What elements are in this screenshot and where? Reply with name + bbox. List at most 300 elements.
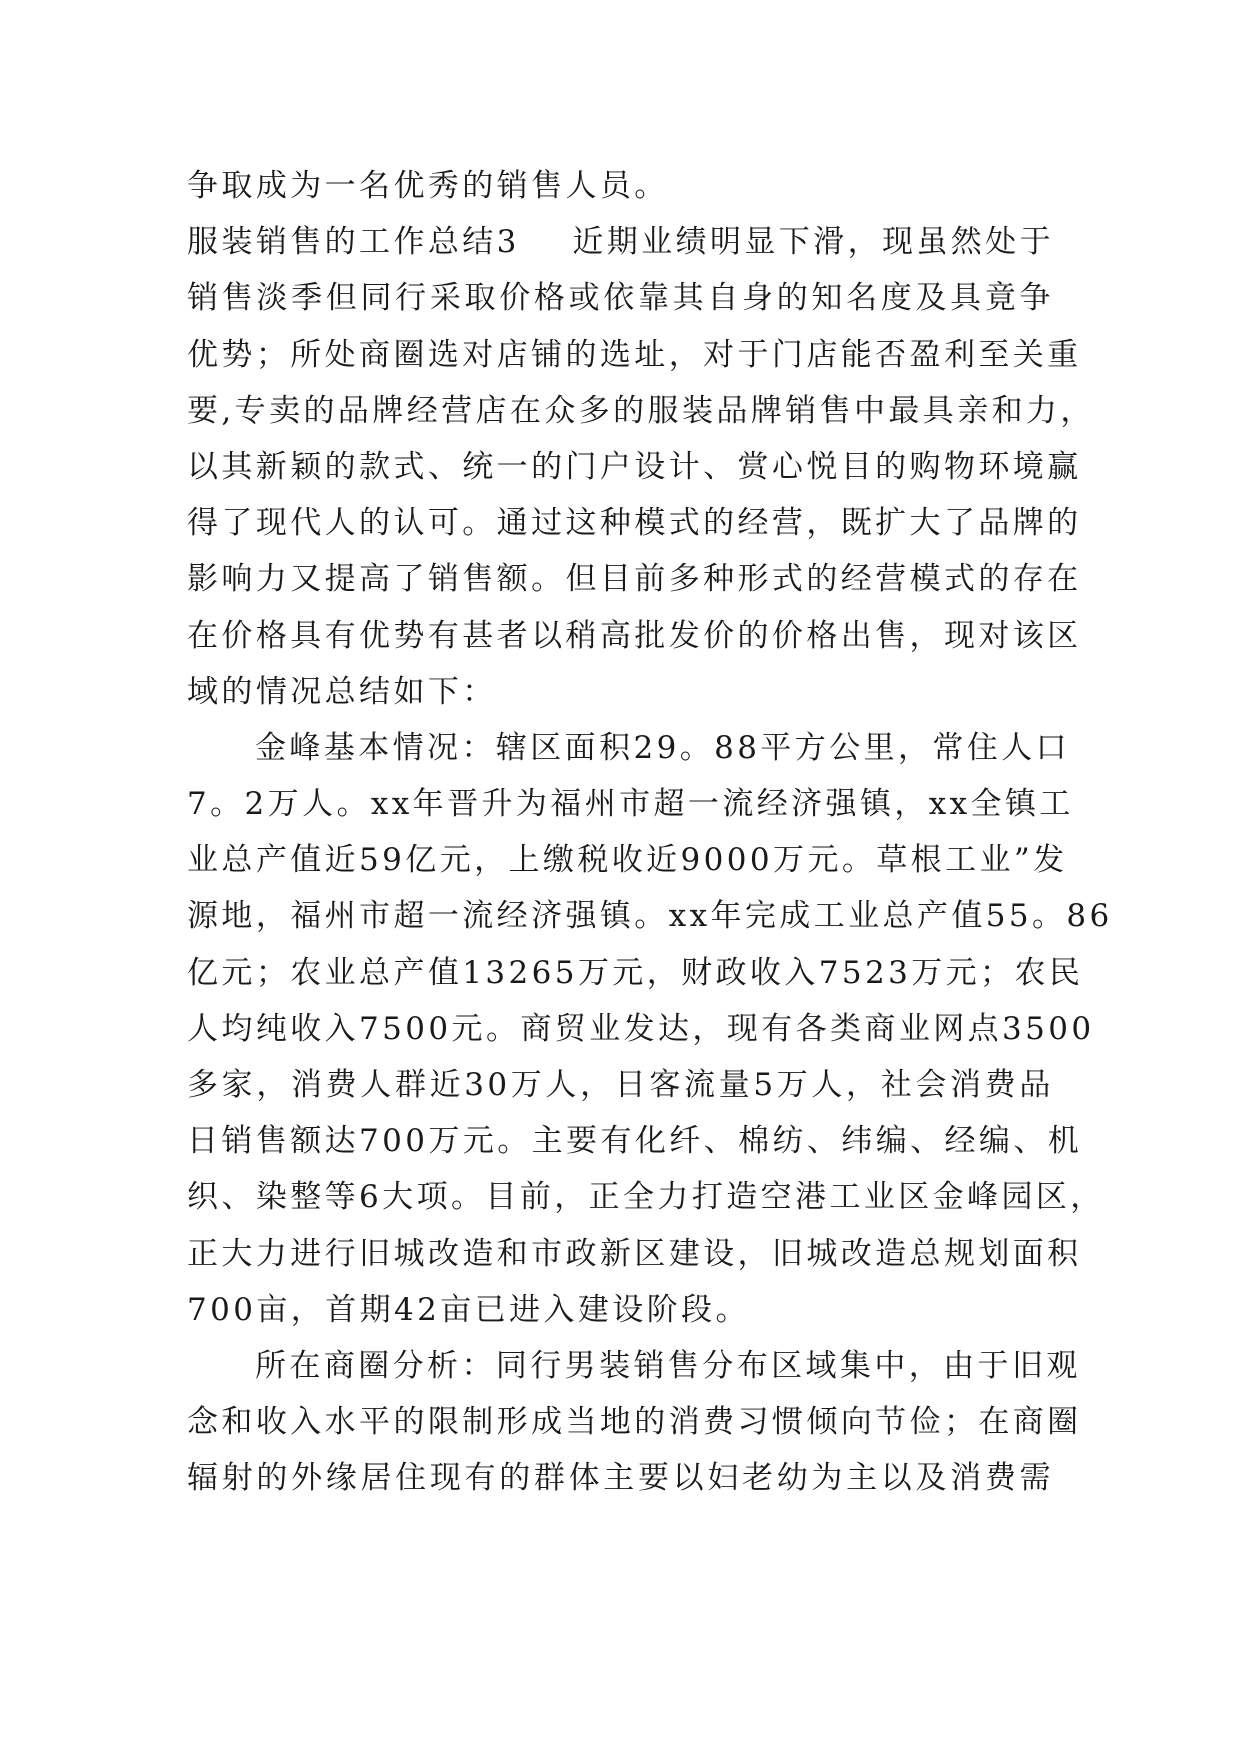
glyph: 强 — [825, 786, 860, 823]
glyph: 峰 — [289, 729, 324, 766]
text-line — [187, 1282, 1054, 1338]
text-line — [187, 832, 1068, 888]
glyph: 人 — [324, 505, 360, 542]
glyph: 年 — [412, 786, 448, 823]
glyph: 市 — [359, 898, 394, 935]
text-line — [187, 439, 1082, 495]
glyph: ， — [847, 224, 882, 261]
glyph: 销 — [255, 224, 291, 261]
glyph: , — [221, 392, 235, 429]
glyph: 的 — [256, 1460, 291, 1497]
glyph: 改 — [427, 1235, 463, 1272]
glyph: 人 — [811, 1067, 846, 1103]
glyph: 流 — [462, 898, 497, 935]
glyph: 业 — [979, 842, 1014, 879]
glyph: 9000 — [680, 842, 774, 879]
glyph: 大 — [909, 505, 944, 542]
glyph: 外 — [291, 1460, 326, 1497]
glyph: 期 — [606, 224, 642, 261]
glyph: 处 — [985, 224, 1020, 261]
glyph: 有 — [427, 617, 463, 654]
glyph: 人 — [187, 1010, 222, 1047]
glyph: 前 — [634, 561, 669, 598]
glyph: 万 — [510, 1067, 546, 1103]
glyph: 结 — [462, 224, 497, 261]
glyph: 显 — [744, 224, 779, 261]
glyph: 念 — [187, 1404, 222, 1441]
glyph: 这 — [565, 505, 600, 542]
glyph: 积 — [1047, 1235, 1082, 1272]
glyph: 成 — [779, 898, 814, 935]
glyph: 群 — [533, 1460, 569, 1497]
glyph: 秀 — [427, 168, 463, 204]
glyph: ， — [1060, 392, 1095, 429]
glyph: 铺 — [531, 336, 566, 373]
glyph: 现 — [881, 224, 917, 261]
glyph: ； — [255, 954, 291, 991]
glyph: 于 — [737, 336, 772, 373]
glyph: 30 — [464, 1067, 511, 1103]
glyph: 和 — [221, 1404, 256, 1441]
glyph: 格 — [806, 617, 841, 654]
glyph: 需 — [1019, 1460, 1054, 1497]
glyph: 品 — [978, 505, 1013, 542]
glyph: 计 — [668, 448, 704, 485]
glyph: 赢 — [1047, 448, 1082, 485]
glyph: 店 — [496, 336, 532, 373]
glyph: 发 — [623, 1010, 658, 1047]
glyph: ， — [909, 617, 944, 654]
glyph: 目 — [485, 1179, 520, 1216]
glyph: 万 — [577, 954, 613, 991]
glyph: 销 — [633, 1347, 668, 1384]
glyph: 大 — [221, 1235, 256, 1272]
glyph: 。 — [634, 168, 669, 204]
glyph: 商 — [1012, 1404, 1048, 1441]
glyph: 户 — [599, 448, 635, 485]
glyph: 物 — [943, 448, 979, 485]
glyph: 力 — [1026, 392, 1061, 429]
glyph: 销 — [785, 392, 820, 429]
glyph: 公 — [829, 729, 864, 766]
glyph: 元 — [462, 1123, 498, 1160]
glyph: 情 — [392, 729, 428, 766]
document-body — [187, 158, 1113, 1507]
glyph: 税 — [577, 842, 612, 879]
glyph: 工 — [829, 1179, 864, 1216]
glyph: 销 — [187, 280, 222, 317]
glyph: 对 — [978, 617, 1013, 654]
glyph: 编 — [978, 1123, 1014, 1160]
glyph: 模 — [634, 505, 669, 542]
glyph: 式 — [668, 505, 704, 542]
glyph: 自 — [707, 280, 742, 317]
glyph: 完 — [744, 898, 780, 935]
glyph: 选 — [427, 336, 463, 373]
glyph: 既 — [840, 505, 876, 542]
glyph: 取 — [221, 168, 256, 204]
glyph: 港 — [795, 1179, 830, 1216]
glyph: 绩 — [675, 224, 710, 261]
glyph: 区 — [898, 1179, 933, 1216]
glyph: 稍 — [565, 617, 600, 654]
glyph: 众 — [544, 392, 579, 429]
glyph: 人 — [565, 168, 600, 204]
glyph: 境 — [1012, 448, 1048, 485]
glyph: 济 — [531, 898, 566, 935]
glyph: 可 — [427, 505, 463, 542]
glyph: 高 — [599, 617, 635, 654]
glyph: 元 — [807, 842, 842, 879]
glyph: 以 — [531, 617, 566, 654]
glyph: 区 — [771, 1347, 806, 1384]
glyph: 该 — [1012, 617, 1048, 654]
glyph: 销 — [427, 561, 463, 598]
glyph: 各 — [795, 1010, 830, 1047]
glyph: 业 — [589, 1010, 624, 1047]
glyph: xx — [928, 786, 971, 823]
glyph: 旧 — [359, 1235, 394, 1272]
glyph: ， — [255, 898, 291, 935]
glyph: 一 — [687, 786, 723, 823]
glyph: 多 — [187, 1067, 222, 1103]
glyph: xx — [668, 898, 711, 935]
glyph: 行 — [324, 1235, 360, 1272]
glyph: 品 — [1019, 1067, 1054, 1103]
glyph: 已 — [474, 1291, 510, 1328]
glyph: 优 — [187, 336, 222, 373]
glyph: ， — [474, 842, 509, 879]
glyph: 主 — [846, 1460, 881, 1497]
glyph: 装 — [221, 224, 256, 261]
glyph: 经 — [840, 561, 876, 598]
text-line — [187, 327, 1082, 383]
glyph: 为 — [290, 168, 325, 204]
glyph: 额 — [496, 561, 532, 598]
glyph: 元 — [451, 1010, 486, 1047]
glyph: 同 — [495, 1347, 531, 1384]
glyph: 装 — [681, 392, 717, 429]
glyph: 平 — [760, 729, 795, 766]
glyph: 42 — [394, 1291, 441, 1328]
glyph: 空 — [760, 1179, 796, 1216]
glyph: 福 — [550, 786, 585, 823]
glyph: 费 — [984, 1067, 1020, 1103]
glyph: 体 — [568, 1460, 603, 1497]
glyph: 工 — [1039, 786, 1074, 823]
glyph: 城 — [806, 1235, 841, 1272]
glyph: 地 — [599, 1404, 635, 1441]
glyph: 售 — [255, 1123, 291, 1160]
glyph: 式 — [943, 561, 979, 598]
glyph: 式 — [771, 561, 807, 598]
glyph: 区 — [634, 1235, 669, 1272]
glyph: 业 — [187, 842, 222, 879]
glyph: 所 — [255, 1347, 290, 1384]
glyph: 名 — [846, 280, 881, 317]
glyph: 模 — [909, 561, 944, 598]
glyph: 总 — [221, 842, 256, 879]
glyph: 期 — [359, 1291, 394, 1328]
glyph: 元 — [439, 842, 475, 879]
glyph: 市 — [531, 1235, 566, 1272]
glyph: 成 — [531, 1404, 566, 1441]
glyph: 染 — [255, 1179, 291, 1216]
glyph: 造 — [726, 1179, 761, 1216]
glyph: 近 — [429, 1067, 464, 1103]
glyph: 万 — [428, 1123, 463, 1160]
glyph: 近 — [646, 842, 681, 879]
glyph: 收 — [611, 842, 647, 879]
glyph: 总 — [882, 898, 917, 935]
glyph: 式 — [393, 448, 428, 485]
glyph: 响 — [221, 561, 256, 598]
glyph: 新 — [255, 448, 291, 485]
glyph: 88 — [714, 729, 761, 766]
glyph: ， — [898, 729, 933, 766]
glyph: 业 — [324, 954, 360, 991]
glyph: 平 — [359, 1404, 394, 1441]
glyph: ， — [256, 1067, 291, 1103]
glyph: 赏 — [737, 448, 772, 485]
glyph: 代 — [290, 505, 325, 542]
glyph: 格 — [533, 280, 569, 317]
glyph: 元 — [945, 954, 981, 991]
text-line — [187, 945, 1084, 1001]
glyph: 费 — [703, 1404, 738, 1441]
glyph: 由 — [943, 1347, 978, 1384]
glyph: 发 — [668, 617, 704, 654]
glyph: 影 — [187, 561, 222, 598]
glyph: 总 — [359, 954, 394, 991]
glyph: 的 — [875, 448, 910, 485]
glyph: 的 — [221, 673, 256, 710]
glyph: 社 — [880, 1067, 916, 1103]
glyph: 入 — [784, 954, 819, 991]
glyph: 价 — [221, 617, 256, 654]
glyph: 分 — [392, 1347, 428, 1384]
glyph: 为 — [811, 1460, 846, 1497]
glyph: 会 — [915, 1067, 950, 1103]
glyph: 然 — [950, 224, 986, 261]
glyph: 亿 — [187, 954, 222, 991]
glyph: 业 — [848, 898, 883, 935]
glyph: 限 — [427, 1404, 463, 1441]
glyph: 析 — [427, 1347, 462, 1384]
glyph: 业 — [863, 1179, 899, 1216]
glyph: 规 — [943, 1235, 979, 1272]
glyph: 认 — [393, 505, 428, 542]
glyph: 心 — [771, 448, 807, 485]
glyph: 居 — [360, 1460, 395, 1497]
glyph: 金 — [932, 1179, 968, 1216]
glyph: ； — [943, 1404, 979, 1441]
glyph: 辐 — [187, 1460, 222, 1497]
glyph: 农 — [1014, 954, 1049, 991]
glyph: 升 — [481, 786, 516, 823]
glyph: 向 — [840, 1404, 876, 1441]
glyph: 其 — [221, 448, 256, 485]
glyph: 市 — [619, 786, 654, 823]
glyph: 总 — [427, 224, 463, 261]
glyph: 甚 — [462, 617, 497, 654]
glyph — [546, 214, 572, 270]
glyph: 滑 — [813, 224, 848, 261]
glyph: 有 — [324, 617, 360, 654]
glyph: 要 — [187, 392, 222, 429]
glyph: 习 — [737, 1404, 772, 1441]
glyph: 经 — [406, 392, 442, 429]
glyph: 的 — [776, 280, 812, 317]
glyph: 节 — [875, 1404, 910, 1441]
glyph: 于 — [977, 1347, 1012, 1384]
glyph: 人 — [302, 786, 337, 823]
glyph: ： — [461, 729, 496, 766]
glyph: 段 — [681, 1291, 716, 1328]
glyph: 颖 — [290, 448, 325, 485]
glyph: 力 — [255, 561, 291, 598]
glyph: ， — [646, 954, 682, 991]
glyph: 幼 — [776, 1460, 812, 1497]
glyph: 上 — [508, 842, 543, 879]
glyph: 提 — [324, 561, 360, 598]
glyph: ， — [692, 1010, 727, 1047]
glyph: 万 — [267, 786, 303, 823]
glyph: 费 — [984, 1460, 1020, 1497]
glyph: 流 — [684, 1067, 719, 1103]
glyph: 常 — [932, 729, 967, 766]
glyph: 7 — [187, 786, 211, 823]
glyph: 的 — [531, 448, 566, 485]
glyph: 超 — [653, 786, 688, 823]
glyph: 域 — [805, 1347, 840, 1384]
glyph: 镇 — [599, 898, 635, 935]
glyph: ， — [580, 1067, 615, 1103]
glyph: 设 — [612, 1291, 647, 1328]
glyph: 日 — [614, 1067, 650, 1103]
glyph: 的 — [303, 392, 338, 429]
glyph: 亩 — [440, 1291, 475, 1328]
glyph: 入 — [543, 1291, 578, 1328]
glyph: 量 — [718, 1067, 754, 1103]
glyph: 的 — [613, 392, 648, 429]
glyph: 经 — [756, 786, 792, 823]
glyph: 造 — [875, 1235, 910, 1272]
glyph: 售 — [462, 561, 497, 598]
glyph: 一 — [427, 898, 463, 935]
glyph: 悦 — [806, 448, 841, 485]
glyph: 目 — [840, 448, 876, 485]
glyph: 统 — [462, 448, 497, 485]
glyph: 网 — [933, 1010, 968, 1047]
text-line — [187, 1001, 1095, 1057]
glyph: 福 — [290, 898, 325, 935]
glyph: 俭 — [909, 1404, 944, 1441]
glyph: 处 — [324, 336, 360, 373]
glyph: 品 — [716, 392, 751, 429]
text-line — [187, 1113, 1083, 1169]
glyph: 人 — [1001, 729, 1036, 766]
glyph: 了 — [943, 505, 979, 542]
glyph: 点 — [967, 1010, 1003, 1047]
glyph: 装 — [599, 1347, 634, 1384]
glyph: 住 — [966, 729, 1002, 766]
glyph: 存 — [1012, 561, 1048, 598]
glyph: 的 — [393, 1404, 428, 1441]
glyph: 里 — [863, 729, 898, 766]
glyph: 建 — [577, 1291, 613, 1328]
glyph: 划 — [978, 1235, 1013, 1272]
glyph: 形 — [737, 561, 772, 598]
glyph: 29 — [633, 729, 680, 766]
glyph: 面 — [1012, 1235, 1048, 1272]
glyph: 。 — [497, 1123, 532, 1160]
glyph: xx — [370, 786, 413, 823]
glyph: 同 — [360, 280, 395, 317]
glyph: 射 — [221, 1460, 257, 1497]
text-line — [187, 270, 1054, 326]
glyph: 牌 — [750, 392, 786, 429]
glyph: 额 — [290, 1123, 325, 1160]
text-line — [187, 664, 1054, 720]
glyph: 地 — [221, 898, 256, 935]
glyph: 的 — [703, 505, 738, 542]
glyph: 。 — [634, 898, 669, 935]
glyph: ， — [737, 1235, 772, 1272]
glyph: 重 — [1047, 336, 1082, 373]
document-page — [187, 158, 1113, 1507]
glyph: 在 — [1047, 561, 1082, 598]
glyph: ， — [668, 336, 704, 373]
glyph: 销 — [496, 168, 532, 204]
glyph: 种 — [703, 561, 738, 598]
glyph: 服 — [647, 392, 682, 429]
glyph: 消 — [290, 1067, 326, 1103]
glyph: 经 — [496, 898, 532, 935]
glyph: 域 — [187, 673, 222, 710]
glyph: 镇 — [1004, 786, 1040, 823]
glyph: 全 — [970, 786, 1005, 823]
glyph: 专 — [234, 392, 270, 429]
glyph: 入 — [324, 1010, 360, 1047]
glyph: 收 — [290, 1010, 325, 1047]
glyph: 但 — [325, 280, 361, 317]
glyph: 力 — [657, 1179, 692, 1216]
glyph: 况 — [427, 729, 462, 766]
glyph: 园 — [1001, 1179, 1036, 1216]
glyph: 。 — [841, 842, 877, 879]
glyph: 住 — [395, 1460, 430, 1497]
glyph: 。 — [679, 729, 715, 766]
glyph: 值 — [290, 842, 325, 879]
glyph: 一 — [324, 168, 360, 204]
glyph: 的 — [978, 561, 1013, 598]
glyph: 民 — [1048, 954, 1084, 991]
glyph: 的 — [565, 336, 600, 373]
glyph: 在 — [509, 392, 545, 429]
glyph: 观 — [1046, 1347, 1081, 1384]
glyph: 结 — [359, 673, 394, 710]
glyph: 的 — [634, 1404, 669, 1441]
glyph: 人 — [360, 1067, 395, 1103]
glyph: 政 — [715, 954, 750, 991]
text-line — [187, 1394, 1082, 1450]
glyph: 和 — [991, 392, 1027, 429]
glyph: 的 — [737, 617, 772, 654]
glyph: 批 — [634, 617, 669, 654]
glyph: 亲 — [957, 392, 992, 429]
glyph: 流 — [722, 786, 757, 823]
